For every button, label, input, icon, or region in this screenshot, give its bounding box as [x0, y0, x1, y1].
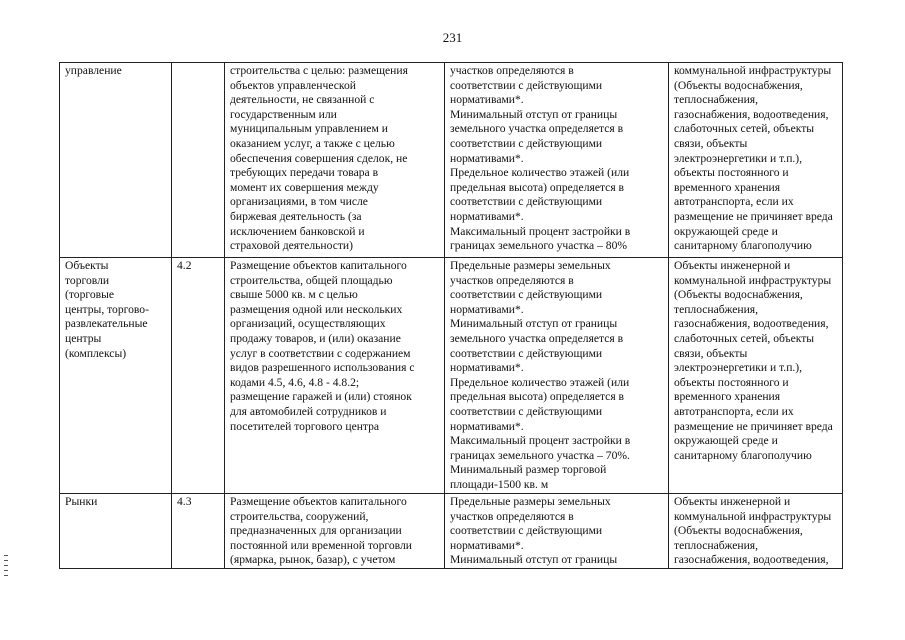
text-line: соответствии с действующими: [450, 136, 603, 150]
text-line: Максимальный процент застройки в: [450, 224, 631, 238]
text-line: слаботочных сетей, объекты: [674, 122, 815, 136]
text-line: Предельные размеры земельных: [450, 495, 611, 508]
text-line: временного хранения: [674, 390, 781, 404]
construction-parameters-cell: [445, 258, 669, 494]
text-line: нормативами*.: [450, 538, 524, 552]
text-line: нормативами*.: [450, 151, 524, 165]
text-line: Объекты инженерной и: [674, 259, 791, 272]
text-line: Минимальный отступ от границы: [450, 107, 618, 121]
text-line: постоянной или временной торговли: [230, 538, 412, 552]
text-line: посетителей торгового центра: [230, 419, 380, 433]
text-line: временного хранения: [674, 180, 781, 194]
text-line: строительства с целью: размещения: [230, 64, 408, 77]
auxiliary-uses-cell: [669, 494, 843, 569]
text-line: строительства, сооружений,: [230, 509, 369, 523]
land-use-table: [59, 62, 843, 569]
text-line: свыше 5000 кв. м с целью: [230, 288, 358, 302]
text-line: автотранспорта, если их: [674, 404, 794, 418]
text-line: Минимальный отступ от границы: [450, 317, 618, 331]
text-line: муниципальным управлением и: [230, 122, 388, 136]
text-line: (торговые: [65, 288, 115, 302]
auxiliary-uses-cell: [669, 258, 843, 494]
text-line: размещение не причиняет вреда: [674, 419, 833, 433]
text-line: Размещение объектов капитального: [230, 495, 407, 508]
use-description-cell: [225, 258, 445, 494]
text-line: для автомобилей сотрудников и: [230, 404, 387, 418]
text-line: участков определяются в: [450, 64, 574, 77]
text-line: момент их совершения между: [230, 180, 379, 194]
text-line: площади-1500 кв. м: [450, 477, 549, 491]
text-line: торговли: [65, 273, 110, 287]
text-line: окружающей среде и: [674, 434, 778, 448]
text-line: Максимальный процент застройки в: [450, 434, 631, 448]
text-line: требующих передачи товара в: [230, 166, 379, 180]
text-line: предельная высота) определяется в: [450, 390, 625, 404]
text-line: газоснабжения, водоотведения,: [674, 553, 829, 567]
text-line: участков определяются в: [450, 509, 574, 523]
table-row: [60, 63, 843, 258]
use-description-cell: [225, 63, 445, 258]
text-line: центры: [65, 331, 102, 345]
text-line: государственным или: [230, 107, 337, 121]
use-type-cell: [60, 63, 172, 258]
text-line: санитарному благополучию: [674, 448, 812, 462]
text-line: (комплексы): [65, 346, 127, 360]
text-line: центры, торгово-: [65, 302, 149, 316]
text-line: слаботочных сетей, объекты: [674, 331, 815, 345]
text-line: земельного участка определяется в: [450, 331, 624, 345]
construction-parameters-cell: [445, 63, 669, 258]
text-line: коммунальной инфраструктуры: [674, 64, 832, 77]
text-line: видов разрешенного использования с: [230, 361, 415, 375]
text-line: Объекты инженерной и: [674, 495, 791, 508]
text-line: размещение гаражей и (или) стоянок: [230, 390, 412, 404]
text-line: Минимальный размер торговой: [450, 463, 607, 477]
text-line: земельного участка определяется в: [450, 122, 624, 136]
text-line: газоснабжения, водоотведения,: [674, 317, 829, 331]
text-line: (ярмарка, рынок, базар), с учетом: [230, 553, 396, 567]
text-line: коммунальной инфраструктуры: [674, 509, 832, 523]
text-line: Предельное количество этажей (или: [450, 375, 630, 389]
use-type-cell: [60, 258, 172, 494]
table-row: [60, 494, 843, 569]
text-line: теплоснабжения,: [674, 302, 759, 316]
text-line: организациями, в том числе: [230, 195, 368, 209]
scan-edge-marks: [4, 555, 8, 580]
use-description-cell: [225, 494, 445, 569]
text-line: обеспечения совершения сделок, не: [230, 151, 408, 165]
text-line: электроэнергетики и т.п.),: [674, 151, 803, 165]
text-line: нормативами*.: [450, 419, 524, 433]
text-line: организаций, осуществляющих: [230, 317, 386, 331]
text-line: объекты постоянного и: [674, 166, 789, 180]
text-line: связи, объекты: [674, 136, 748, 150]
use-code-cell: [172, 63, 225, 258]
text-line: связи, объекты: [674, 346, 748, 360]
text-line: Рынки: [65, 495, 98, 508]
text-line: размещения одной или нескольких: [230, 302, 403, 316]
text-line: газоснабжения, водоотведения,: [674, 107, 829, 121]
text-line: 4.2: [177, 259, 192, 272]
text-line: санитарному благополучию: [674, 239, 812, 253]
text-line: размещение не причиняет вреда: [674, 209, 833, 223]
text-line: соответствии с действующими: [450, 404, 603, 418]
text-line: биржевая деятельность (за: [230, 209, 362, 223]
text-line: нормативами*.: [450, 209, 524, 223]
construction-parameters-cell: [445, 494, 669, 569]
text-line: теплоснабжения,: [674, 93, 759, 107]
text-line: соответствии с действующими: [450, 346, 603, 360]
text-line: управление: [65, 64, 122, 77]
text-line: (Объекты водоснабжения,: [674, 288, 803, 302]
text-line: нормативами*.: [450, 93, 524, 107]
text-line: (Объекты водоснабжения,: [674, 524, 803, 538]
text-line: теплоснабжения,: [674, 538, 759, 552]
text-line: Размещение объектов капитального: [230, 259, 407, 272]
use-type-cell: [60, 494, 172, 569]
text-line: исключением банковской и: [230, 224, 365, 238]
text-line: нормативами*.: [450, 302, 524, 316]
text-line: границах земельного участка – 70%.: [450, 448, 630, 462]
text-line: автотранспорта, если их: [674, 195, 794, 209]
text-line: предназначенных для организации: [230, 524, 402, 538]
text-line: объектов управленческой: [230, 78, 356, 92]
text-line: страховой деятельности): [230, 239, 353, 253]
page-number: 231: [442, 30, 463, 45]
text-line: соответствии с действующими: [450, 288, 603, 302]
text-line: 4.3: [177, 495, 192, 508]
auxiliary-uses-cell: [669, 63, 843, 258]
text-line: (Объекты водоснабжения,: [674, 78, 803, 92]
use-code-cell: [172, 258, 225, 494]
use-code-cell: [172, 494, 225, 569]
text-line: электроэнергетики и т.п.),: [674, 361, 803, 375]
text-line: Минимальный отступ от границы: [450, 553, 618, 567]
text-line: нормативами*.: [450, 361, 524, 375]
text-line: услуг в соответствии с содержанием: [230, 346, 411, 360]
text-line: окружающей среде и: [674, 224, 778, 238]
text-line: соответствии с действующими: [450, 524, 603, 538]
text-line: деятельности, не связанной с: [230, 93, 375, 107]
text-line: развлекательные: [65, 317, 148, 331]
text-line: строительства, общей площадью: [230, 273, 393, 287]
text-line: соответствии с действующими: [450, 195, 603, 209]
text-line: оказанием услуг, а также с целью: [230, 136, 395, 150]
text-line: коммунальной инфраструктуры: [674, 273, 832, 287]
text-line: границах земельного участка – 80%: [450, 239, 628, 253]
text-line: продажу товаров, и (или) оказание: [230, 331, 401, 345]
text-line: участков определяются в: [450, 273, 574, 287]
text-line: объекты постоянного и: [674, 375, 789, 389]
text-line: кодами 4.5, 4.6, 4.8 - 4.8.2;: [230, 375, 360, 389]
text-line: Предельное количество этажей (или: [450, 166, 630, 180]
text-line: Объекты: [65, 259, 109, 272]
table-row: [60, 258, 843, 494]
text-line: соответствии с действующими: [450, 78, 603, 92]
text-line: Предельные размеры земельных: [450, 259, 611, 272]
text-line: предельная высота) определяется в: [450, 180, 625, 194]
